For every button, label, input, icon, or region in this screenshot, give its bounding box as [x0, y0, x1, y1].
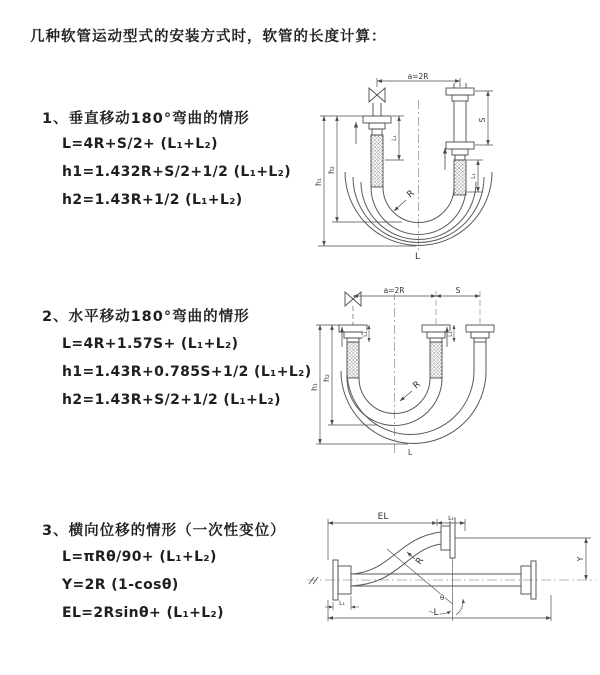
upper-flange [441, 518, 455, 558]
valve-icon [369, 88, 385, 116]
page-title: 几种软管运动型式的安装方式时，软管的长度计算： [30, 29, 387, 45]
section1-formula-L: L=4R+S/2+ (L₁+L₂) [62, 136, 218, 152]
section2-formula-h2: h2=1.43R+S/2+1/2 (L₁+L₂) [62, 392, 281, 408]
dim-label-r: R [414, 555, 427, 567]
dim-label-l: L [415, 252, 421, 262]
section3-formula-Y: Y=2R (1-cosθ) [62, 577, 179, 593]
dimension-h2 [332, 116, 402, 222]
braided-hose-section [454, 160, 466, 195]
dim-label-l1: L₁ [448, 515, 454, 522]
section1-formula-h1: h1=1.432R+S/2+1/2 (L₁+L₂) [62, 164, 292, 180]
dim-label-l1: L₁ [470, 173, 477, 179]
dim-label-h1: h₁ [314, 178, 323, 186]
section2-formula-h1: h1=1.43R+0.785S+1/2 (L₁+L₂) [62, 364, 312, 380]
valve-icon [345, 292, 361, 325]
dim-label-theta: θ [440, 594, 445, 602]
axis-break-mark [309, 577, 318, 584]
braided-hose-section [347, 342, 359, 378]
dim-label-l: L [408, 448, 413, 457]
braided-hose-section [371, 135, 383, 187]
right-pipe-flanges [446, 83, 474, 160]
dim-label-l1: L₁ [391, 135, 398, 141]
radius-leader-line [400, 391, 412, 401]
section2-heading: 2、水平移动180°弯曲的情形 [42, 309, 250, 325]
dim-label-el: EL [377, 512, 389, 522]
radius-leader-line [394, 200, 406, 211]
section3-heading: 3、横向位移的情形（一次性变位） [42, 523, 286, 539]
section3-formula-L: L=πRθ/90+ (L₁+L₂) [62, 549, 217, 565]
braided-hose-section [430, 342, 442, 378]
dim-label-r: R [405, 188, 417, 201]
construction-lines [387, 549, 463, 621]
dim-label-a2r: a=2R [383, 286, 405, 295]
diagram-vertical-180-bend [312, 70, 597, 262]
section2-formula-L: L=4R+1.57S+ (L₁+L₂) [62, 336, 239, 352]
dim-label-l: L [433, 608, 439, 618]
dim-label-s: S [478, 117, 487, 123]
dimension-el [328, 519, 465, 560]
dim-label-a2r: a=2R [407, 72, 429, 81]
dim-label-h2: h₂ [322, 374, 331, 382]
left-pipe-flange [363, 116, 391, 135]
dim-label-l1: L₁ [339, 600, 345, 607]
dim-label-l1: L₁ [447, 331, 454, 337]
diagram-lateral-displacement [303, 503, 600, 645]
dimension-h1 [318, 116, 416, 246]
dim-label-s: S [455, 286, 461, 295]
dim-label-l1: L₁ [362, 331, 369, 337]
hose-s-curve [351, 532, 441, 586]
dim-label-h1: h₁ [310, 383, 319, 391]
dim-label-y: Y [576, 556, 585, 562]
section3-formula-EL: EL=2Rsinθ+ (L₁+L₂) [62, 605, 224, 621]
dim-label-r: R [411, 379, 423, 392]
section1-formula-h2: h2=1.43R+1/2 (L₁+L₂) [62, 192, 243, 208]
section1-heading: 1、垂直移动180°弯曲的情形 [42, 111, 250, 127]
diagram-horizontal-180-bend [308, 283, 598, 461]
dim-label-h2: h₂ [327, 166, 336, 174]
